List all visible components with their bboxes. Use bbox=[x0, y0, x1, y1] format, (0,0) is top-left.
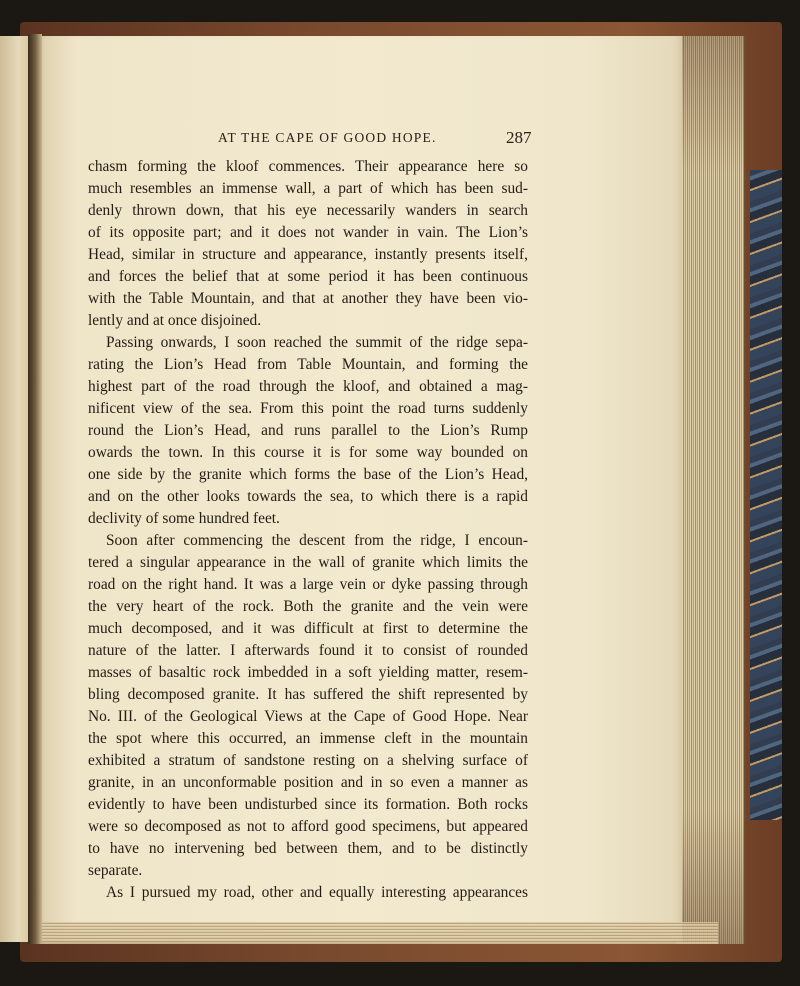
text-line: of its opposite part; and it does not wander in vain. The Lion’s bbox=[88, 224, 528, 241]
text-line: declivity of some hundred feet. bbox=[88, 510, 280, 527]
text-line: No. III. of the Geological Views at the Cape of Good Hope. Near bbox=[88, 708, 528, 725]
text-line: rating the Lion’s Head from Table Mountain, and forming the bbox=[88, 356, 528, 373]
text-line: nificent view of the sea. From this point the road turns suddenly bbox=[88, 400, 528, 417]
text-line: bling decomposed granite. It has suffered the shift represented by bbox=[88, 686, 528, 703]
text-line: Head, similar in structure and appearance, instantly presents itself, bbox=[88, 246, 528, 263]
gutter-shadow bbox=[28, 34, 42, 944]
text-line: masses of basaltic rock imbedded in a soft yielding matter, resem- bbox=[88, 664, 528, 681]
running-head bbox=[38, 130, 682, 152]
text-line: much decomposed, and it was difficult at first to determine the bbox=[88, 620, 528, 637]
page-number: 287 bbox=[506, 128, 532, 147]
text-line: Soon after commencing the descent from the ridge, I encoun- bbox=[106, 532, 528, 549]
body-text bbox=[88, 156, 528, 904]
text-line: one side by the granite which forms the base of the Lion’s Head, bbox=[88, 466, 528, 483]
text-line: with the Table Mountain, and that at another they have been vio- bbox=[88, 290, 528, 307]
text-line: As I pursued my road, other and equally interesting appearances bbox=[106, 884, 528, 901]
text-line: separate. bbox=[88, 862, 143, 879]
text-line: evidently to have been undisturbed since its formation. Both rocks bbox=[88, 796, 528, 813]
text-line: exhibited a stratum of sandstone resting on a shelving surface of bbox=[88, 752, 528, 769]
text-line: round the Lion’s Head, and runs parallel to the Lion’s Rump bbox=[88, 422, 528, 439]
text-line: Passing onwards, I soon reached the summit of the ridge sepa- bbox=[106, 334, 528, 351]
text-line: highest part of the road through the kloof, and obtained a mag- bbox=[88, 378, 528, 395]
text-line: owards the town. In this course it is for some way bounded on bbox=[88, 444, 528, 461]
text-line: the spot where this occurred, an immense cleft in the mountain bbox=[88, 730, 528, 747]
text-line: lently and at once disjoined. bbox=[88, 312, 262, 329]
text-line: to have no intervening bed between them, and to be distinctly bbox=[88, 840, 528, 857]
text-line: nature of the latter. I afterwards found it to consist of rounded bbox=[88, 642, 528, 659]
page-block-shade bbox=[676, 36, 744, 944]
text-line: much resembles an immense wall, a part of which has been sud- bbox=[88, 180, 528, 197]
text-line: tered a singular appearance in the wall of granite which limits the bbox=[88, 554, 528, 571]
text-line: were so decomposed as not to afford good specimens, but appeared bbox=[88, 818, 528, 835]
text-line: chasm forming the kloof commences. Their appearance here so bbox=[88, 158, 528, 175]
left-page-edge bbox=[0, 36, 31, 942]
text-line: and forces the belief that at some period it has been continuous bbox=[88, 268, 528, 285]
text-line: and on the other looks towards the sea, to which there is a rapid bbox=[88, 488, 528, 505]
text-line: road on the right hand. It was a large vein or dyke passing through bbox=[88, 576, 528, 593]
text-line: the very heart of the rock. Both the granite and the vein were bbox=[88, 598, 528, 615]
text-line: denly thrown down, that his eye necessarily wanders in search bbox=[88, 202, 528, 219]
bottom-page-edges bbox=[38, 922, 718, 944]
marbled-board bbox=[750, 170, 782, 820]
text-line: granite, in an unconformable position and in so even a manner as bbox=[88, 774, 528, 791]
running-head-title: AT THE CAPE OF GOOD HOPE. bbox=[218, 130, 437, 145]
